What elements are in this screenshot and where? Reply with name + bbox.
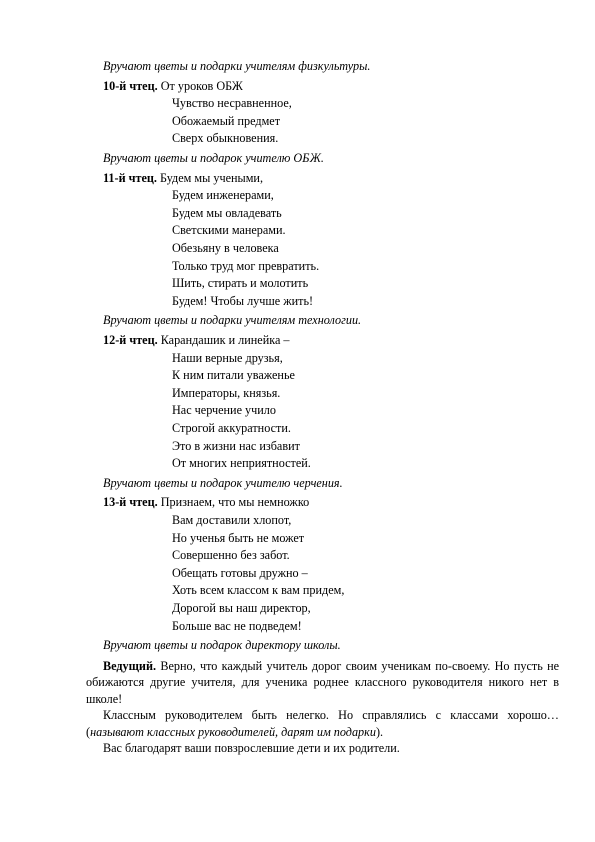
host-text-1: Верно, что каждый учитель дорог своим ученикам по-своему. Но пусть не обижаются другие учителя, для ученика роднее классного руководителя никого нет в школе! — [86, 658, 559, 706]
stage-direction: Вручают цветы и подарок директору школы. — [103, 638, 341, 653]
verse-line: Светскими манерами. — [172, 223, 286, 238]
verse-line: Больше вас не подведем! — [172, 618, 302, 633]
reader-line — [103, 332, 290, 348]
verse-first-line: Карандашик и линейка – — [157, 333, 290, 347]
stage-direction: Вручают цветы и подарок учителю черчения. — [103, 475, 343, 490]
host-paragraph-1 — [86, 658, 559, 708]
reader-line — [103, 170, 263, 186]
verse-line: Шить, стирать и молотить — [172, 276, 309, 291]
verse-line: Будем инженерами, — [172, 188, 274, 203]
verse-line: Дорогой вы наш директор, — [172, 601, 311, 615]
verse-line: Только труд мог превратить. — [172, 258, 320, 273]
verse-line: От многих неприятностей. — [172, 456, 311, 471]
verse-line: Это в жизни нас избавит — [172, 438, 300, 453]
verse-line: Хоть всем классом к вам придем, — [172, 583, 345, 598]
verse-line: Нас черчение учило — [172, 403, 276, 418]
host-text-2-italic: называют классных руководителей, дарят им подарки — [90, 724, 376, 739]
verse-line: Обезьяну в человека — [172, 241, 279, 255]
host-text-2b: ). — [375, 724, 384, 739]
verse-first-line: Признаем, что мы немножко — [157, 495, 310, 510]
verse-line: Наши верные друзья, — [172, 350, 283, 365]
verse-line: Сверх обыкновения. — [172, 131, 279, 146]
reader-line — [103, 494, 309, 510]
verse-line: Но ученья быть не может — [172, 530, 305, 545]
host-text-3: Вас благодарят ваши повзрослевшие дети и их родители. — [103, 741, 400, 756]
verse-line: Строгой аккуратности. — [172, 421, 291, 435]
reader-label: 11-й чтец. — [103, 170, 157, 185]
verse-line: Будем! Чтобы лучше жить! — [172, 293, 314, 308]
verse-line: Совершенно без забот. — [172, 548, 290, 563]
host-paragraph-2 — [86, 707, 559, 740]
verse-line: Чувство несравненное, — [172, 96, 292, 111]
stage-direction: Вручают цветы и подарок учителю ОБЖ. — [103, 151, 324, 165]
host-paragraph-3 — [86, 740, 559, 757]
reader-line — [103, 78, 243, 94]
verse-line: Обожаемый предмет — [172, 113, 281, 128]
verse-line: Императоры, князья. — [172, 385, 281, 400]
verse-line: К ним питали уваженье — [172, 368, 295, 383]
stage-direction: Вручают цветы и подарки учителям физкультуры. — [103, 59, 371, 73]
reader-label: 13-й чтец. — [103, 495, 158, 510]
verse-line: Будем мы овладевать — [172, 205, 282, 220]
verse-first-line: Будем мы учеными, — [156, 170, 263, 185]
verse-first-line: От уроков ОБЖ — [157, 78, 243, 93]
verse-line: Вам доставили хлопот, — [172, 513, 292, 527]
verse-line: Обещать готовы дружно – — [172, 565, 308, 580]
reader-label: 12-й чтец. — [103, 333, 158, 347]
host-label: Ведущий. — [103, 658, 157, 673]
host-text-2a: Классным руководителем быть нелегко. Но справлялись с классами хорошо… ( — [86, 708, 559, 739]
host-section — [86, 658, 559, 757]
reader-label: 10-й чтец. — [103, 78, 158, 93]
stage-direction: Вручают цветы и подарки учителям технологии. — [103, 313, 362, 328]
